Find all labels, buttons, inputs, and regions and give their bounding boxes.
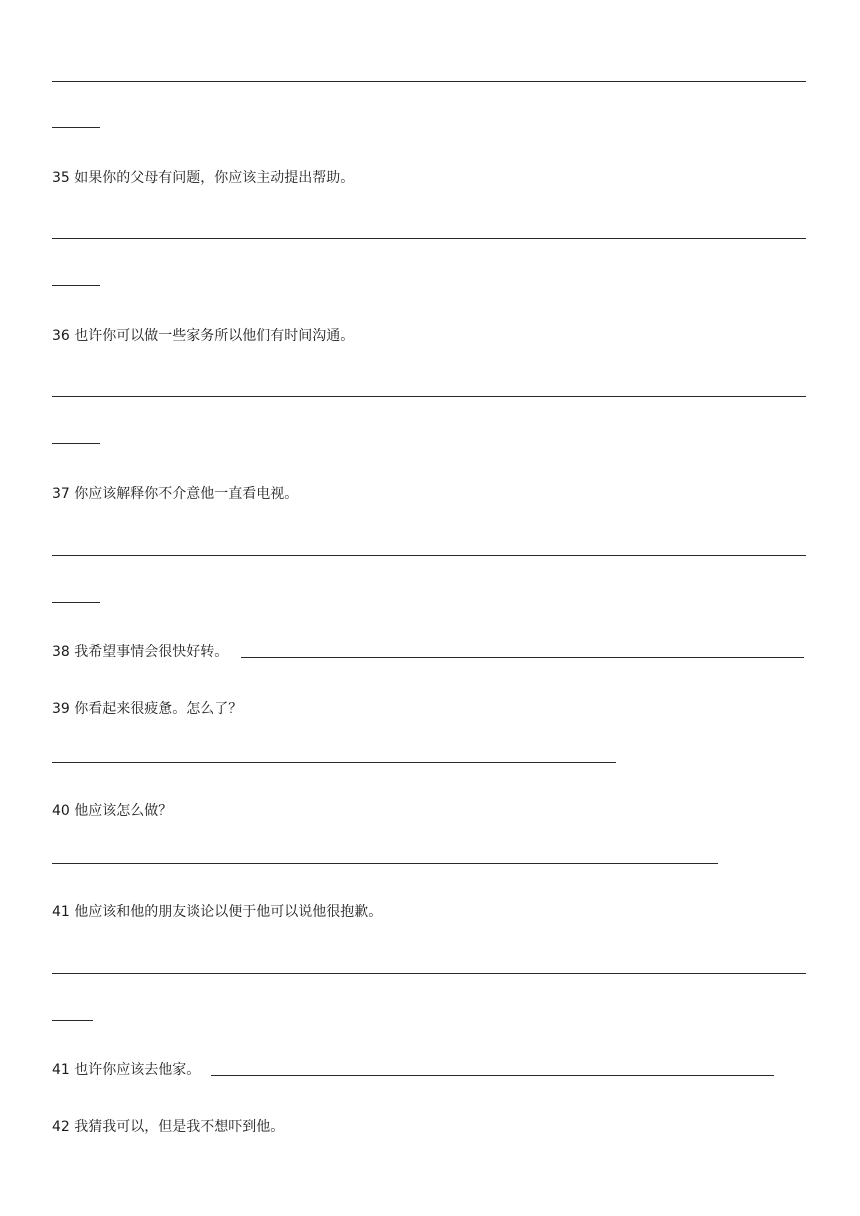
answer-line[interactable] [52, 555, 806, 556]
answer-line[interactable] [52, 238, 806, 239]
question-number: 38 [52, 644, 70, 660]
question-text: 你看起来很疲惫。怎么了？ [74, 701, 243, 717]
question-41 [52, 903, 382, 921]
question-37 [52, 485, 298, 503]
answer-line[interactable] [52, 396, 806, 397]
answer-line[interactable] [52, 1020, 93, 1021]
answer-line[interactable] [52, 863, 718, 864]
question-text: 他应该和他的朋友谈论以便于他可以说他很抱歉。 [74, 904, 383, 920]
answer-line[interactable] [52, 973, 806, 974]
answer-line-inline[interactable] [211, 1075, 774, 1076]
question-number: 35 [52, 170, 70, 186]
question-35 [52, 169, 354, 187]
question-number: 41 [52, 1062, 70, 1078]
question-text: 你应该解释你不介意他一直看电视。 [74, 486, 299, 502]
answer-line-inline[interactable] [241, 657, 804, 658]
answer-line[interactable] [52, 285, 100, 286]
question-36 [52, 327, 354, 345]
question-38 [52, 643, 228, 661]
question-text: 我希望事情会很快好转。 [74, 644, 229, 660]
question-number: 42 [52, 1119, 70, 1135]
question-text: 也许你可以做一些家务所以他们有时间沟通。 [74, 328, 355, 344]
question-number: 40 [52, 803, 70, 819]
question-text: 也许你应该去他家。 [74, 1062, 201, 1078]
question-text: 我猜我可以，但是我不想吓到他。 [74, 1119, 285, 1135]
question-number: 36 [52, 328, 70, 344]
answer-line[interactable] [52, 127, 100, 128]
answer-line[interactable] [52, 762, 616, 763]
question-40 [52, 802, 172, 820]
question-text: 如果你的父母有问题，你应该主动提出帮助。 [74, 170, 355, 186]
answer-line[interactable] [52, 81, 806, 82]
question-39 [52, 700, 242, 718]
question-number: 37 [52, 486, 70, 502]
question-42 [52, 1118, 284, 1136]
question-41b [52, 1061, 200, 1079]
question-text: 他应该怎么做？ [74, 803, 173, 819]
question-number: 41 [52, 904, 70, 920]
question-number: 39 [52, 701, 70, 717]
answer-line[interactable] [52, 443, 100, 444]
answer-line[interactable] [52, 602, 100, 603]
